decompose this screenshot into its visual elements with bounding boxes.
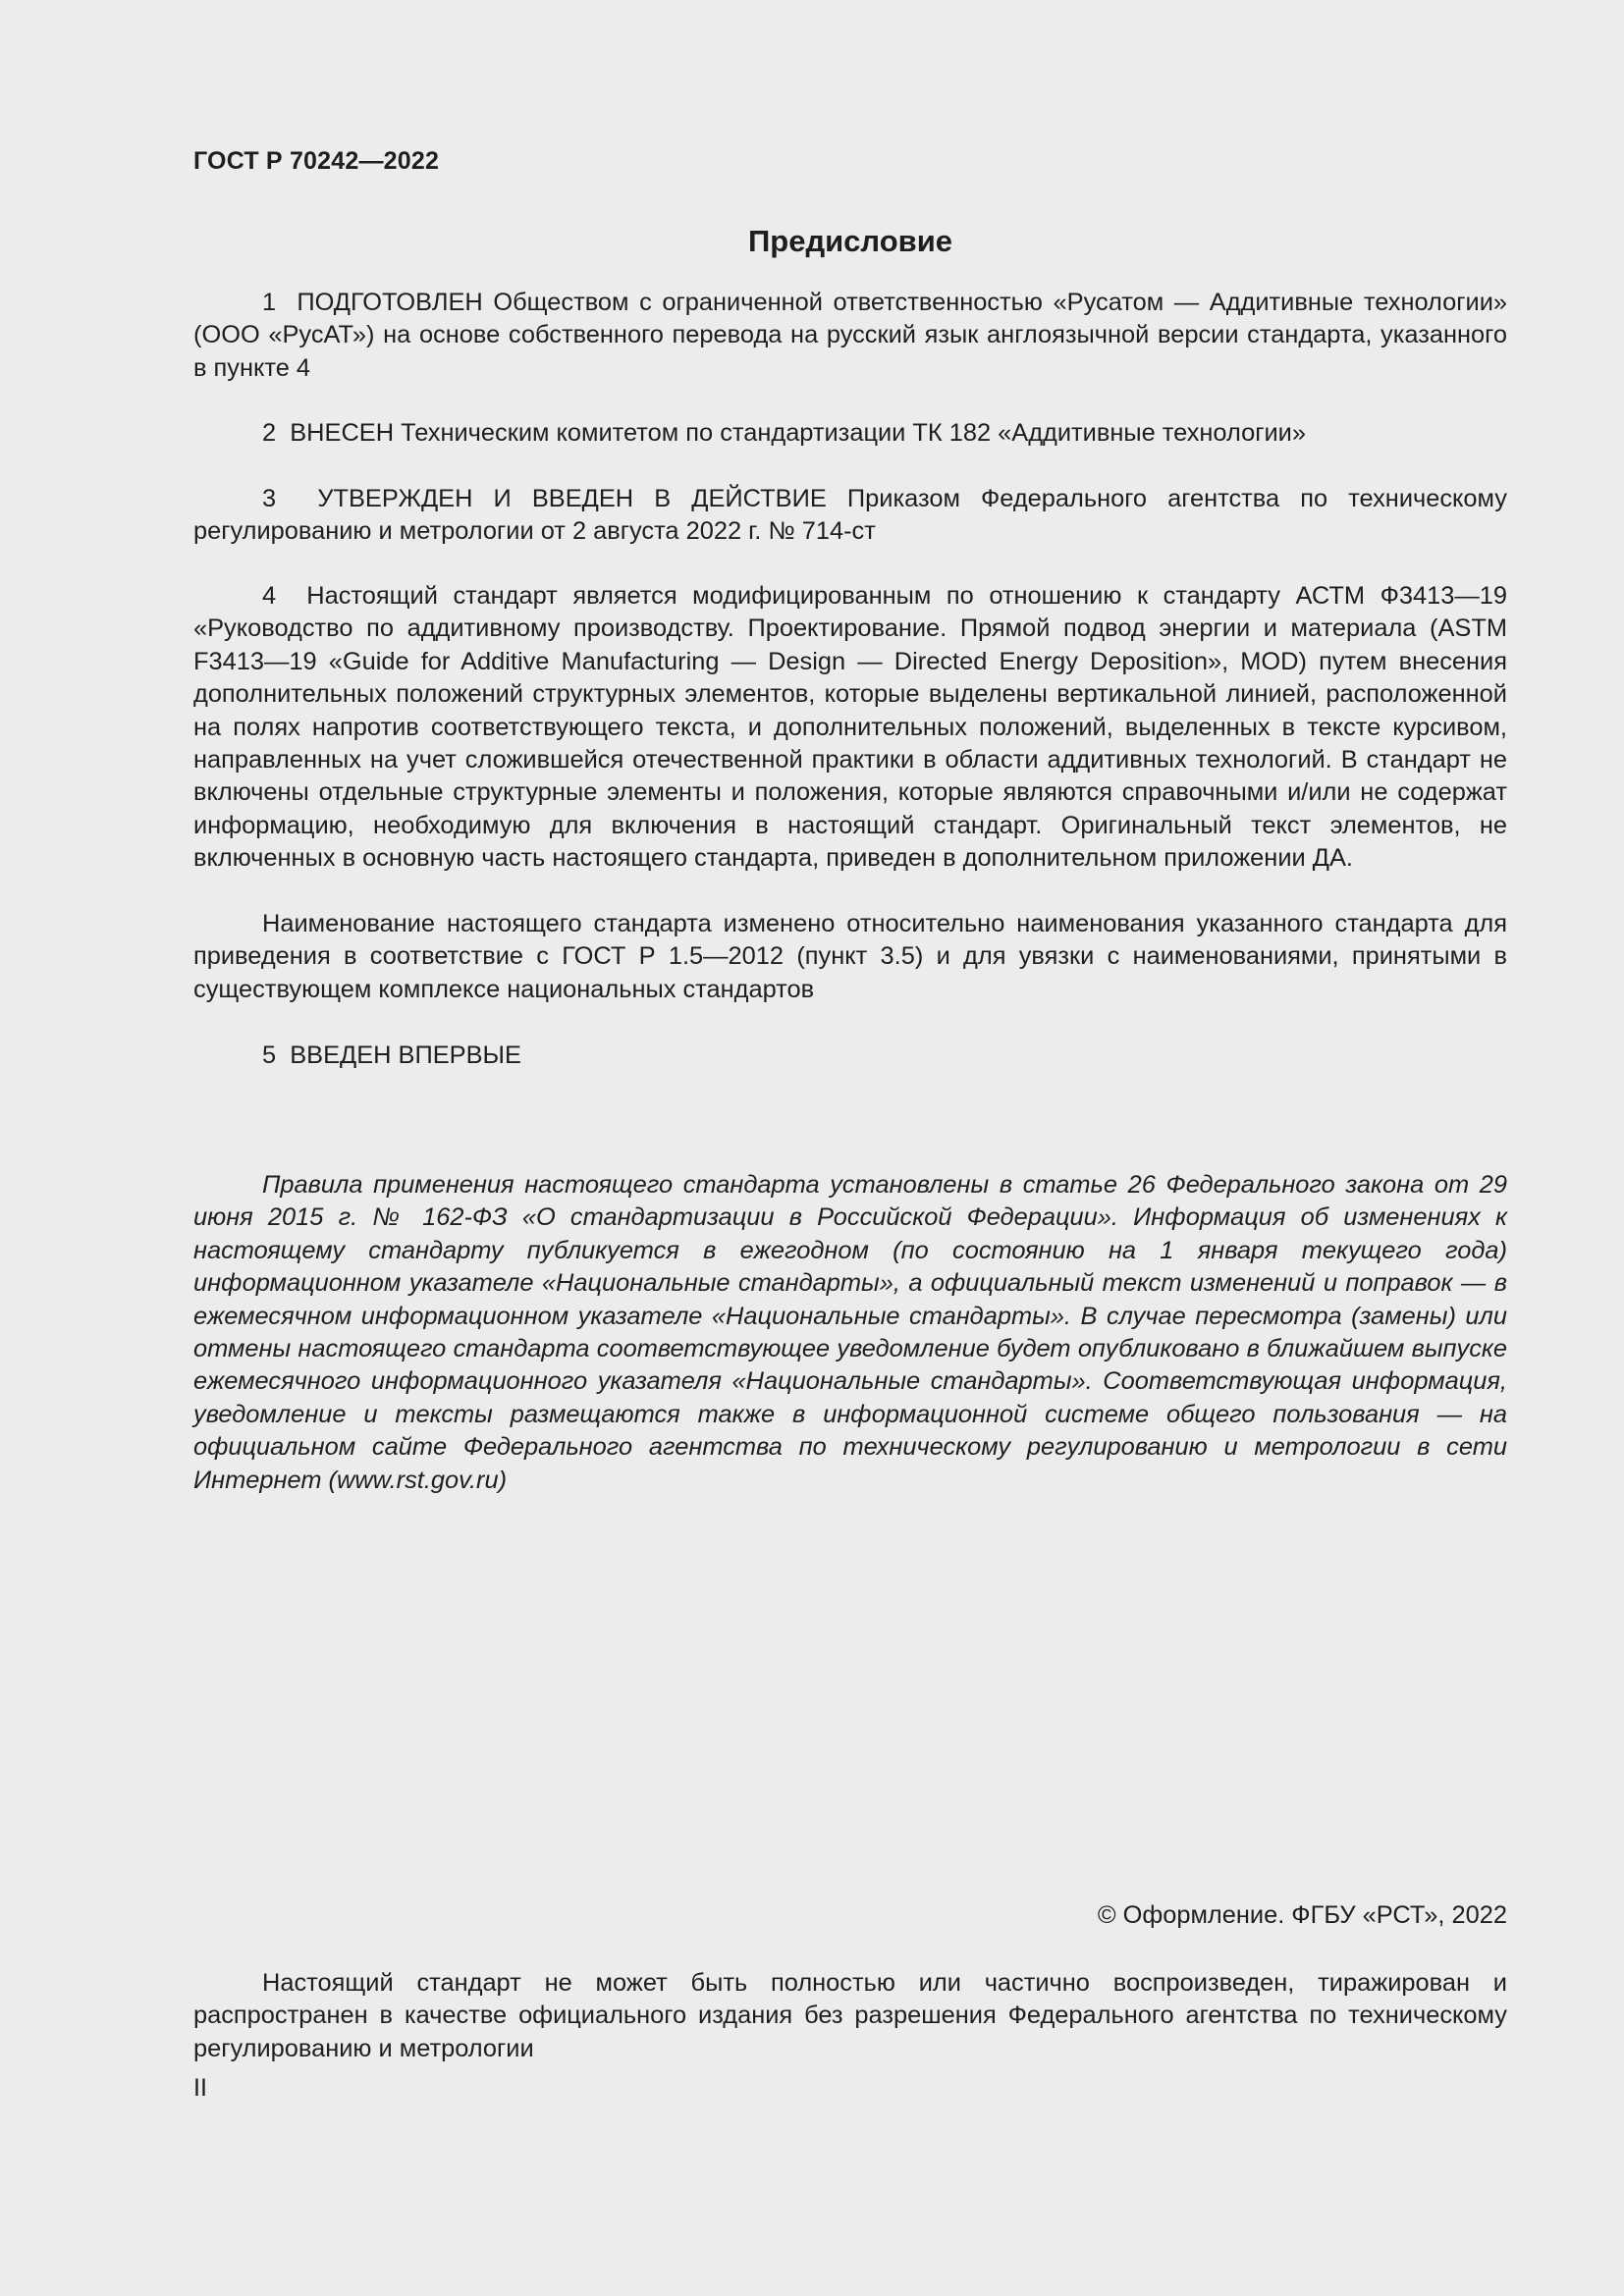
- item-text: Приказом Федерального агентства по техническому регулированию и метрологии от 2 августа 2022 г. № 714-ст: [193, 485, 1507, 546]
- reproduction-notice: Настоящий стандарт не может быть полностью или частично воспроизведен, тиражирован и распространен в качестве официального издания без разрешения Федерального агентства по техническому регулированию и метрологии: [193, 1969, 1507, 2062]
- copyright-line: © Оформление. ФГБУ «РСТ», 2022: [1097, 1901, 1507, 1929]
- item-number: 5: [262, 1041, 277, 1069]
- foreword-item-3: [193, 483, 1507, 549]
- item-number: 2: [262, 419, 277, 447]
- page-number: II: [193, 2074, 207, 2102]
- page-title: Предисловие: [747, 224, 952, 258]
- item-text: Настоящий стандарт является модифицированным по отношению к стандарту АСТМ Ф3413—19 «Руководство по аддитивному производству. Проектирование. Прямой подвод энергии и материала (ASTM F3413—19 «Guide for Additive Manufacturing — Design — Directed Energy Deposition», MOD) путем внесения дополнительных положений структурных элементов, которые выделены вертикальной линией, расположенной на полях напротив соответствующего текста, и дополнительных положений, выделенных в тексте курсивом, направленных на учет сложившейся отечественной практики в области аддитивных технологий. В стандарт не включены отдельные структурные элементы и положения, которые являются справочными и/или не содержат информацию, необходимую для включения в настоящий стандарт. Оригинальный текст элементов, не включенных в основную часть настоящего стандарта, приведен в дополнительном приложении ДА.: [193, 582, 1508, 873]
- document-page: [193, 0, 1507, 2296]
- foreword-item-1: [193, 287, 1507, 385]
- item-text: Техническим комитетом по стандартизации ТК 182 «Аддитивные технологии»: [401, 419, 1306, 447]
- item-text: Обществом с ограниченной ответственностью «Русатом — Аддитивные технологии» (ООО «РусАТ») на основе собственного перевода на русский язык англоязычной версии стандарта, указанного в пункте 4: [193, 289, 1508, 382]
- rules-notice: Правила применения настоящего стандарта установлены в статье 26 Федерального закона от 29 июня 2015 г. № 162-ФЗ «О стандартизации в Российской Федерации». Информация об изменениях к настоящему стандарту публикуется в ежегодном (по состоянию на 1 января текущего года) информационном указателе «Национальные стандарты», а официальный текст изменений и поправок — в ежемесячном информационном указателе «Национальные стандарты». В случае пересмотра (замены) или отмены настоящего стандарта соответствующее уведомление будет опубликовано в ближайшем выпуске ежемесячного информационного указателя «Национальные стандарты». Соответствующая информация, уведомление и тексты размещаются также в информационной системе общего пользования — на официальном сайте Федерального агентства по техническому регулированию и метрологии в сети Интернет (www.rst.gov.ru): [193, 1171, 1507, 1494]
- item-number: 3: [262, 485, 277, 512]
- item-lead: ВВЕДЕН ВПЕРВЫЕ: [290, 1041, 521, 1069]
- foreword-item-4: [193, 580, 1507, 876]
- item-lead: УТВЕРЖДЕН И ВВЕДЕН В ДЕЙСТВИЕ: [317, 485, 827, 512]
- document-code: ГОСТ Р 70242—2022: [193, 147, 440, 175]
- foreword-item-4-continuation: Наименование настоящего стандарта изменено относительно наименования указанного стандарта для приведения в соответствие с ГОСТ Р 1.5—2012 (пункт 3.5) и для увязки с наименованиями, принятыми в существующем комплексе национальных стандартов: [193, 910, 1507, 1003]
- item-number: 1: [262, 289, 277, 316]
- item-lead: ПОДГОТОВЛЕН: [297, 289, 483, 316]
- foreword-item-2: [193, 417, 1507, 450]
- item-number: 4: [262, 582, 277, 610]
- item-lead: ВНЕСЕН: [290, 419, 395, 447]
- foreword-item-5: [193, 1040, 1507, 1072]
